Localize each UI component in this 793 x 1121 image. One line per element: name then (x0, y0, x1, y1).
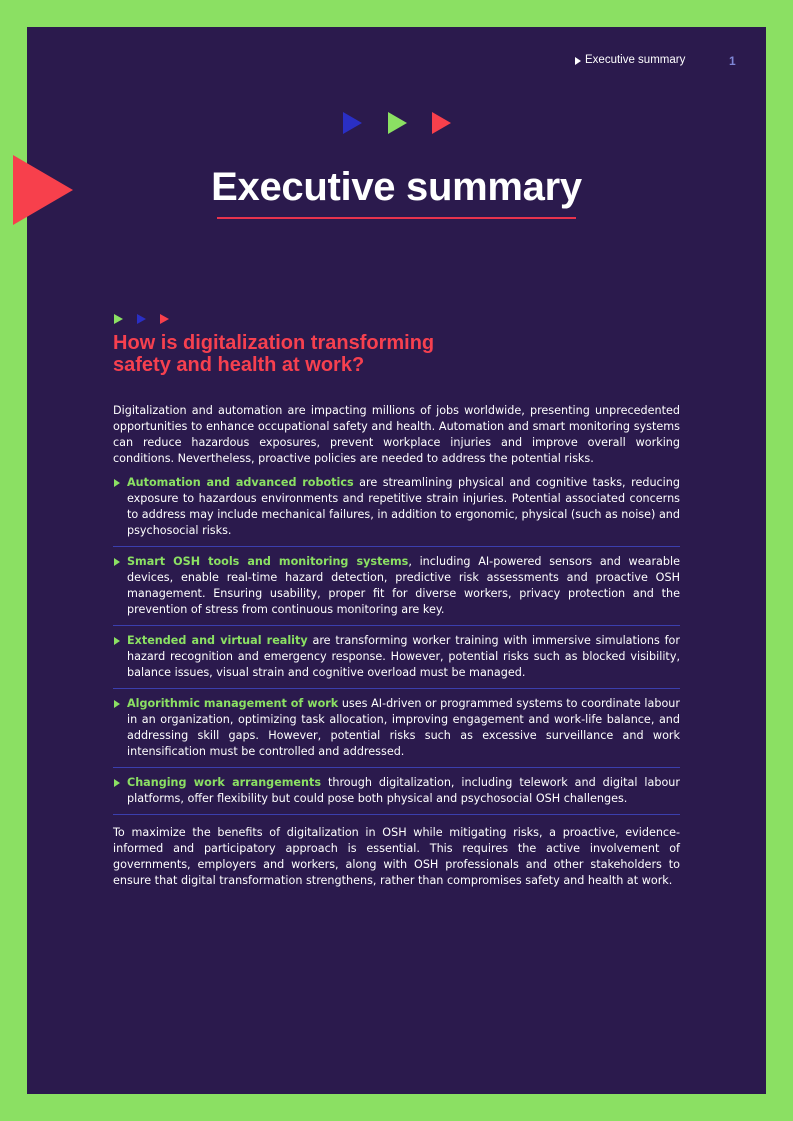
page-number: 1 (729, 54, 736, 68)
bullet-lead: Changing work arrangements (127, 776, 321, 789)
bullet-item (113, 554, 680, 626)
green-triangle-icon (388, 112, 407, 134)
bullet-text: uses AI-driven or programmed systems to coordinate labour in an organization, optimizing task allocation, improving engagement and work-life balance, and addressing skill gaps. However, potential risks such as excessive surveillance and work intensification must be controlled and addressed. (127, 697, 680, 758)
bullet-arrow-icon (114, 637, 120, 645)
title-underline (217, 217, 576, 219)
bullet-lead: Smart OSH tools and monitoring systems (127, 555, 409, 568)
intro-paragraph: Digitalization and automation are impacting millions of jobs worldwide, presenting unprecedented opportunities to enhance occupational safety and health. Automation and smart monitoring systems can reduce hazardous exposures, prevent workplace injuries and improve overall working conditions. Nevertheless, proactive policies are needed to address the potential risks. (113, 404, 680, 465)
closing-paragraph: To maximize the benefits of digitalization in OSH while mitigating risks, a proactive, evidence-informed and participatory approach is essential. This requires the active involvement of governments, employers and workers, along with OSH professionals and other stakeholders to ensure that digital transformation strengthens, rather than compromises safety and health at work. (113, 826, 680, 887)
bullet-text: are streamlining physical and cognitive tasks, reducing exposure to hazardous environments and repetitive strain injuries. Potential associated concerns to address may include mechanical failures, in addition to ergonomic, physical (such as noise) and psychosocial risks. (127, 476, 680, 537)
bullet-item (113, 633, 680, 689)
green-small-triangle-icon (114, 314, 123, 324)
summary-content (113, 403, 680, 889)
section-heading (113, 332, 513, 376)
play-triangle-icon (575, 57, 581, 65)
blue-triangle-icon (343, 112, 362, 134)
section-heading-line2: safety and health at work? (113, 354, 365, 376)
red-small-triangle-icon (160, 314, 169, 324)
bullet-text: through digitalization, including telework and digital labour platforms, offer flexibility but could pose both physical and psychosocial OSH challenges. (127, 776, 680, 805)
bullet-lead: Algorithmic management of work (127, 697, 339, 710)
bullet-arrow-icon (114, 779, 120, 787)
section-heading-line1: How is digitalization transforming (113, 332, 435, 354)
bullet-text: are transforming worker training with immersive simulations for hazard recognition and emergency response. However, potential risks such as blocked visibility, balance issues, visual strain and cognitive overload must be managed. (127, 634, 680, 679)
bullet-arrow-icon (114, 479, 120, 487)
red-triangle-icon (432, 112, 451, 134)
bullet-item (113, 696, 680, 768)
bullet-item (113, 475, 680, 547)
running-head (27, 54, 766, 70)
bullet-lead: Automation and advanced robotics (127, 476, 354, 489)
running-head-title: Executive summary (585, 54, 686, 66)
blue-small-triangle-icon (137, 314, 146, 324)
bullet-lead: Extended and virtual reality (127, 634, 308, 647)
bullet-arrow-icon (114, 700, 120, 708)
bullet-arrow-icon (114, 558, 120, 566)
page-title: Executive summary (211, 165, 582, 209)
bullet-text: , including AI-powered sensors and wearable devices, enable real-time hazard detection, predictive risk assessments and proactive OSH management. Ensuring usability, proper fit for diverse workers, privacy protection and the prevention of stress from continuous monitoring are key. (127, 555, 680, 616)
bullet-item (113, 775, 680, 815)
